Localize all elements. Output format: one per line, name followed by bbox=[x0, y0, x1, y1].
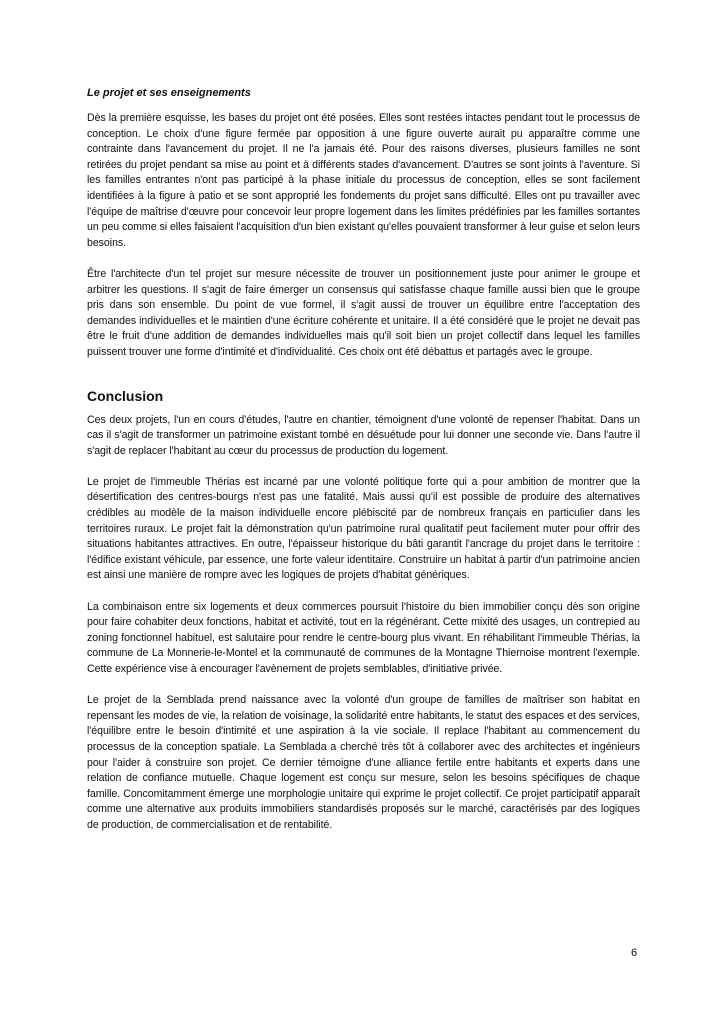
paragraph: Être l'architecte d'un tel projet sur mesure nécessite de trouver un positionnement juste pour animer le groupe et arbitrer les questions. Il s'agit de faire émerger un consensus qui satisfasse chaque famille aussi bien que le groupe pris dans son ensemble. Du point de vue formel, il s'agit aussi de trouver un équilibre entre l'acceptation des demandes individuelles et le maintien d'une écriture cohérente et unitaire. Il a été considéré que le projet ne devait pas être le fruit d'une addition de demandes individuelles mais qu'il soit bien un projet collectif dans lequel les familles puissent trouver une forme d'intimité et d'individualité. Ces choix ont été débattus et partagés avec le groupe. bbox=[87, 267, 640, 358]
paragraph: La combinaison entre six logements et deux commerces poursuit l'histoire du bien immobilier conçu dès son origine pour faire cohabiter deux fonctions, habitat et activité, tout en la régénérant. Cette mixité des usages, un contrepied au zoning fonctionnel habituel, est salutaire pour rendre le centre-bourg plus vivant. En réhabilitant l'immeuble Thérias, la commune de La Monnerie-le-Montel et la communauté de communes de la Montagne Thiernoise montrent l'exemple. Cette expérience vise à encourager l'avènement de projets semblables, d'initiative privée. bbox=[87, 600, 640, 675]
section-subheading: Le projet et ses enseignements bbox=[87, 87, 251, 99]
paragraph: Le projet de la Semblada prend naissance avec la volonté d'un groupe de familles de maîtriser son habitat en repensant les modes de vie, la relation de voisinage, la solidarité entre habitants, le statut des espaces et des services, l'équilibre entre le besoin d'intimité et une aspiration à la vie sociale. Il replace l'habitant au commencement du processus de la conception spatiale. La Semblada a cherché très tôt à collaborer avec des architectes et ingénieurs pour l'aider à construire son projet. Ce dernier témoigne d'une alliance fertile entre habitants et experts dans une relation de confiance mutuelle. Chaque logement est conçu sur mesure, selon les besoins spécifiques de chaque famille. Concomitamment émerge une morphologie unitaire qui exprime le projet collectif. Ce projet participatif apparaît comme une alternative aux produits immobiliers standardisés proposés sur le marché, caractérisés par des logiques de production, de commercialisation et de rentabilité. bbox=[87, 694, 640, 831]
page-number: 6 bbox=[631, 947, 638, 959]
paragraph: Dès la première esquisse, les bases du projet ont été posées. Elles sont restées intactes pendant tout le processus de conception. Le choix d'une figure fermée par opposition à une figure ouverte aurait pu apparaître comme une contrainte dans l'avancement du projet. Il ne l'a jamais été. Pour des raisons diverses, plusieurs familles ne sont retirées du projet pendant sa mise au point et à différents stades d'avancement. D'autres se sont joints à l'aventure. Si les familles entrantes n'ont pas participé à la phase initiale du processus de conception, elles se sont facilement identifiées à la figure à patio et se sont approprié les fondements du projet sans difficulté. Elles ont pu travailler avec l'équipe de maîtrise d'œuvre pour concevoir leur propre logement dans les limites prédéfinies par les familles sortantes un peu comme si elles faisaient l'acquisition d'un bien existant qu'elles pouvaient transformer à leur guise et selon leurs besoins. bbox=[87, 112, 640, 249]
paragraph: Ces deux projets, l'un en cours d'études, l'autre en chantier, témoignent d'une volonté de repenser l'habitat. Dans un cas il s'agit de transformer un patrimoine existant tombé en désuétude pour lui donner une seconde vie. Dans l'autre il s'agit de replacer l'habitant au cœur du processus de production du logement. bbox=[87, 413, 640, 457]
paragraph: Le projet de l'immeuble Thérias est incarné par une volonté politique forte qui a pour ambition de montrer que la désertification des centres-bourgs n'est pas une fatalité. Mais aussi qu'il est possible de produire des alternatives crédibles au modèle de la maison individuelle encore plébiscité par de nombreux français en particulier dans les territoires ruraux. Le projet fait la démonstration qu'un patrimoine rural qualitatif peut facilement muter pour offrir des situations habitantes attractives. En outre, l'épaisseur historique du bâti garantit l'ancrage du projet dans le territoire : l'édifice existant véhicule, par essence, une forte valeur identitaire. Construire un habitat à partir d'un patrimoine ancien est ainsi une manière de rompre avec les logiques de projets d'habitat génériques. bbox=[87, 475, 640, 582]
section-heading: Conclusion bbox=[87, 387, 164, 404]
document-page bbox=[87, 86, 640, 849]
